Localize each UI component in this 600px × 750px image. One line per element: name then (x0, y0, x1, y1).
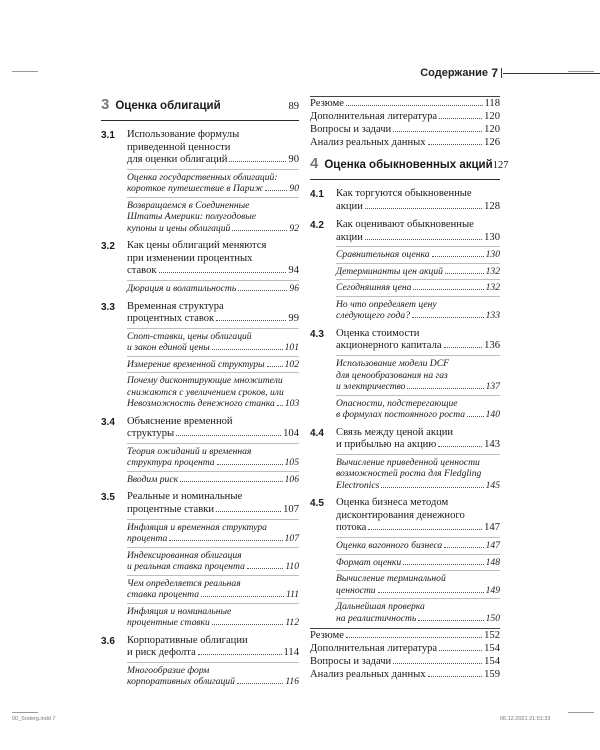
dot-leader (444, 347, 483, 348)
entry-line: структуры (127, 428, 175, 440)
toc-column-right (310, 96, 509, 681)
section-title (127, 635, 299, 660)
running-head (0, 66, 600, 86)
entry-line: купоны и цены облигаций (127, 222, 231, 234)
entry-last-line (336, 557, 500, 569)
entry-line: Детерминанты цен акций (336, 265, 443, 277)
entry-line: и реальная ставка процента (127, 561, 245, 573)
end-matter-page: 159 (484, 669, 500, 681)
subsection-entry (127, 328, 299, 354)
dot-leader (413, 289, 483, 290)
entry-page: 107 (283, 504, 299, 516)
subsection-entry (127, 356, 299, 371)
section-body (127, 635, 299, 688)
dot-leader (368, 529, 482, 530)
entry-page: 111 (286, 589, 299, 601)
entry-last-line (127, 457, 299, 469)
entry-line: ставка процента (127, 589, 199, 601)
entry-line: Реальные и номинальные (127, 491, 243, 503)
entry-line: Оценка стоимости (336, 327, 420, 339)
entry-line: Использование модели DCF (336, 358, 449, 370)
end-matter-item (310, 110, 500, 123)
entry-page: 132 (485, 265, 500, 277)
dot-leader (467, 416, 484, 417)
entry-line: Вычисление приведенной ценности (336, 456, 480, 468)
subsection-entry (336, 537, 500, 552)
entry-last-line (127, 398, 299, 410)
entry-line: приведенной ценности (127, 141, 231, 153)
entry-line: Дальнейшая проверка (336, 601, 425, 613)
entry-page: 133 (485, 310, 500, 322)
chapter-4-end-matter (310, 628, 500, 681)
entry-last-line (336, 540, 500, 552)
entry-line: Возвращаемся в Соединенные (127, 199, 250, 211)
dot-leader (238, 290, 287, 291)
entry-line: для оценки облигаций (127, 154, 228, 166)
dot-leader (365, 239, 482, 240)
entry-line: Штаты Америки: полугодовые (127, 211, 257, 223)
entry-line: акции (336, 231, 363, 243)
entry-page: 99 (288, 313, 299, 325)
entry-last-line (336, 201, 500, 214)
entry-line: при изменении процентных (127, 252, 253, 264)
section-body (127, 491, 299, 628)
subsection-entry (336, 263, 500, 278)
dot-leader (277, 405, 283, 406)
entry-line: Корпоративные облигации (127, 634, 248, 646)
entry-last-line (127, 647, 299, 660)
section-body (127, 416, 299, 486)
entry-page: 106 (284, 473, 299, 485)
section-body (127, 240, 299, 294)
entry-page: 130 (485, 249, 500, 261)
entry-line: Объяснение временной (127, 415, 233, 427)
subsection-entry (336, 598, 500, 624)
section-body (336, 427, 500, 492)
section-title (127, 129, 299, 167)
section-title (127, 491, 299, 516)
dot-leader (378, 592, 484, 593)
entry-line: ставок (127, 265, 157, 277)
section-title (336, 188, 500, 213)
subsection-entry (127, 197, 299, 235)
chapter-3-heading (101, 96, 299, 121)
entry-page: 101 (284, 342, 299, 354)
subsection-entry (336, 395, 500, 421)
section-body (336, 219, 500, 322)
section-number: 3.1 (101, 130, 115, 141)
end-matter-page: 152 (484, 630, 500, 642)
entry-line: Инфляция и номинальные (127, 605, 232, 617)
entry-page: 90 (288, 154, 299, 166)
section-title (336, 427, 500, 452)
entry-last-line (127, 359, 299, 371)
subsection-entry (127, 547, 299, 573)
section-title (336, 328, 500, 353)
entry-line: снижаются с увеличением сроков, или (127, 386, 284, 398)
subsection-entry (336, 296, 500, 322)
entry-last-line (127, 342, 299, 354)
subsection-entry (127, 575, 299, 601)
entry-line: Как торгуются обыкновенные (336, 188, 472, 199)
subsection-entry (336, 246, 500, 261)
entry-last-line (127, 676, 299, 688)
end-matter-item (310, 136, 500, 149)
entry-line: Оценка бизнеса методом (336, 497, 449, 509)
end-matter-label: Резюме (310, 98, 344, 109)
entry-last-line (127, 223, 299, 235)
entry-line: и прибылью на акцию (336, 439, 437, 451)
entry-page: 114 (283, 647, 299, 659)
entry-last-line (336, 310, 500, 322)
entry-line: Инфляция и временная структура (127, 521, 267, 533)
entry-line: Вычисление терминальной (336, 573, 446, 585)
entry-line: в формулах постоянного роста (336, 409, 466, 421)
chapter-3-sections (101, 129, 299, 688)
subsection-entry (127, 280, 299, 295)
dot-leader (412, 317, 484, 318)
entry-line: Чем определяется реальная (127, 577, 241, 589)
chapter-4-heading (310, 155, 509, 180)
entry-last-line (336, 381, 500, 393)
entry-page: 143 (484, 439, 500, 451)
dot-leader (212, 349, 283, 350)
toc-section (101, 635, 299, 688)
dot-leader (176, 435, 281, 436)
entry-last-line (336, 585, 500, 597)
dot-leader (198, 654, 282, 655)
entry-line: процентные ставки (127, 504, 215, 516)
dot-leader (180, 481, 283, 482)
entry-line: Как оценивают обыкновенные (336, 219, 474, 231)
toc-section (101, 240, 299, 294)
toc-section (310, 427, 500, 492)
entry-line: и электричество (336, 381, 406, 393)
entry-last-line (127, 265, 299, 278)
entry-line: Оценка вагонного бизнеса (336, 540, 443, 552)
crop-mark (12, 712, 38, 713)
subsection-entry (127, 471, 299, 486)
entry-last-line (127, 154, 299, 167)
entry-line: Теория ожиданий и временная (127, 445, 252, 457)
toc-section (101, 129, 299, 234)
dot-leader (247, 568, 283, 569)
section-title (127, 301, 299, 326)
entry-line: Использование формулы (127, 129, 240, 140)
entry-last-line (336, 282, 500, 294)
crop-mark (568, 712, 594, 713)
entry-last-line (336, 522, 500, 535)
chapter-page: 89 (288, 101, 299, 112)
chapter-number: 3 (101, 96, 110, 113)
entry-line: акции (336, 200, 363, 212)
end-matter-page: 120 (484, 111, 500, 122)
subsection-entry (336, 355, 500, 393)
toc-section (101, 301, 299, 410)
entry-last-line (336, 439, 500, 452)
section-number: 4.5 (310, 498, 324, 510)
end-matter-item (310, 668, 500, 681)
dot-leader (444, 547, 483, 548)
dot-leader (445, 273, 484, 274)
section-number: 4.4 (310, 427, 324, 439)
entry-line: Electronics (336, 479, 380, 491)
end-matter-page: 126 (484, 137, 500, 148)
entry-last-line (336, 249, 500, 261)
section-body (336, 328, 500, 421)
entry-line: Формат оценки (336, 556, 402, 568)
entry-page: 147 (484, 522, 500, 534)
subsection-entry (336, 554, 500, 569)
running-head-title: Содержание (420, 67, 488, 79)
entry-page: 94 (288, 265, 299, 277)
subsection-entry (127, 662, 299, 688)
section-title (127, 416, 299, 441)
end-matter-label: Дополнительная литература (310, 111, 438, 122)
entry-last-line (127, 283, 299, 295)
entry-page: 104 (283, 428, 299, 440)
entry-page: 116 (285, 676, 299, 688)
dot-leader (217, 464, 283, 465)
section-title (336, 497, 500, 535)
entry-last-line (127, 313, 299, 326)
entry-line: Невозможность денежного станка (127, 398, 275, 410)
entry-line: потока (336, 522, 367, 534)
dot-leader (237, 683, 283, 684)
entry-page: 137 (485, 381, 500, 393)
entry-line: дисконтирования денежного (336, 509, 465, 521)
entry-line: Как цены облигаций меняются (127, 240, 267, 252)
entry-page: 112 (285, 617, 299, 629)
end-matter-item (310, 123, 500, 136)
section-body (127, 301, 299, 410)
dot-leader (346, 105, 483, 106)
dot-leader (216, 511, 281, 512)
entry-page: 145 (485, 479, 500, 491)
end-matter-item (310, 97, 500, 110)
entry-last-line (127, 428, 299, 441)
entry-page: 132 (485, 282, 500, 294)
section-body (127, 129, 299, 234)
entry-page: 96 (289, 283, 299, 295)
entry-page: 150 (485, 612, 500, 624)
section-number: 4.2 (310, 220, 324, 232)
entry-last-line (127, 183, 299, 195)
end-matter-label: Дополнительная литература (310, 643, 438, 655)
entry-page: 149 (485, 584, 500, 596)
dot-leader (428, 144, 483, 145)
chapter-page: 127 (492, 160, 509, 171)
subsection-entry (336, 454, 500, 492)
dot-leader (216, 320, 286, 321)
end-matter-page: 154 (484, 656, 500, 668)
dot-leader (365, 208, 482, 209)
entry-line: Вводим риск (127, 473, 179, 485)
entry-line: и риск дефолта (127, 647, 196, 659)
toc-section (310, 328, 500, 421)
entry-page: 102 (284, 358, 299, 370)
end-matter-item (310, 655, 500, 668)
entry-last-line (127, 504, 299, 517)
entry-line: структура процента (127, 457, 215, 469)
entry-page: 103 (284, 398, 300, 410)
entry-line: Сегодняшняя цена (336, 282, 412, 294)
dot-leader (232, 230, 287, 231)
section-body (336, 188, 500, 213)
end-matter-label: Вопросы и задачи (310, 656, 392, 668)
chapter-number: 4 (310, 155, 319, 172)
entry-line: Но что определяет цену (336, 298, 437, 310)
end-matter-item (310, 642, 500, 655)
end-matter-page: 154 (484, 643, 500, 655)
dot-leader (201, 596, 284, 597)
toc-section (310, 188, 500, 213)
chapter-title: Оценка облигаций (115, 100, 221, 112)
entry-page: 147 (485, 540, 500, 552)
entry-page: 130 (484, 231, 500, 243)
end-matter-page: 118 (484, 98, 500, 109)
entry-line: процентные ставки (127, 617, 210, 629)
section-number: 3.5 (101, 492, 115, 504)
entry-line: возможностей роста для Fledgling (336, 468, 482, 480)
chapter-title: Оценка обыкновенных акций (324, 159, 493, 171)
dot-leader (403, 564, 483, 565)
entry-last-line (127, 589, 299, 601)
dot-leader (393, 663, 482, 664)
section-number: 3.3 (101, 301, 115, 313)
entry-line: Сравнительная оценка (336, 249, 430, 261)
entry-page: 105 (284, 457, 299, 469)
end-matter-item (310, 629, 500, 642)
entry-last-line (127, 474, 299, 486)
subsection-entry (127, 443, 299, 469)
entry-last-line (336, 613, 500, 625)
entry-line: процента (127, 533, 168, 545)
entry-last-line (336, 232, 500, 245)
section-number: 3.2 (101, 241, 115, 253)
footer-file-slug: 00_Soderg.indd 7 (12, 716, 56, 722)
entry-line: процентных ставок (127, 313, 215, 325)
footer-timestamp: 06.12.2021 21:51:33 (500, 716, 551, 722)
entry-last-line (336, 480, 500, 492)
running-head-page-number: 7 (491, 66, 498, 80)
dot-leader (159, 272, 287, 273)
entry-line: Индексированная облигация (127, 549, 242, 561)
toc-section (310, 497, 500, 624)
section-body (336, 497, 500, 624)
entry-line: Связь между ценой акции (336, 426, 454, 438)
entry-last-line (127, 561, 299, 573)
section-number: 4.1 (310, 189, 324, 200)
subsection-entry (127, 519, 299, 545)
dot-leader (393, 131, 482, 132)
section-number: 3.6 (101, 635, 115, 647)
subsection-entry (127, 372, 299, 410)
entry-last-line (127, 617, 299, 629)
entry-page: 90 (289, 183, 299, 195)
entry-line: Опасности, подстерегающие (336, 397, 458, 409)
dot-leader (439, 650, 482, 651)
entry-page: 128 (484, 200, 500, 212)
end-matter-label: Анализ реальных данных (310, 137, 426, 148)
entry-line: Временная структура (127, 300, 224, 312)
dot-leader (407, 388, 483, 389)
entry-line: Спот-ставки, цены облигаций (127, 330, 252, 342)
dot-leader (212, 624, 283, 625)
chapter-4-sections (310, 188, 500, 624)
entry-line: ценности (336, 584, 376, 596)
section-number: 4.3 (310, 328, 324, 340)
entry-page: 110 (285, 561, 299, 573)
entry-page: 148 (485, 556, 500, 568)
entry-page: 136 (484, 340, 500, 352)
entry-last-line (336, 409, 500, 421)
dot-leader (439, 118, 482, 119)
toc-column-left (101, 96, 299, 688)
dot-leader (229, 161, 286, 162)
subsection-entry (336, 570, 500, 596)
entry-line: короткое путешествие в Париж (127, 183, 264, 195)
dot-leader (265, 190, 287, 191)
running-head-rule (503, 73, 600, 74)
dot-leader (432, 256, 484, 257)
entry-line: на реалистичность (336, 612, 417, 624)
entry-line: следующего года? (336, 310, 410, 322)
toc-section (310, 219, 500, 322)
entry-line: и закон единой цены (127, 342, 210, 354)
chapter-3-end-matter (310, 96, 500, 149)
entry-page: 140 (485, 409, 500, 421)
subsection-entry (127, 603, 299, 629)
entry-line: Дюрация и волатильность (127, 283, 237, 295)
entry-page: 107 (284, 533, 299, 545)
entry-last-line (127, 533, 299, 545)
dot-leader (346, 637, 482, 638)
entry-line: Измерение временной структуры (127, 358, 265, 370)
section-number: 3.4 (101, 416, 115, 428)
entry-line: Оценка государственных облигаций: (127, 171, 278, 183)
entry-page: 92 (289, 222, 299, 234)
section-title (127, 240, 299, 278)
subsection-entry (127, 169, 299, 195)
entry-line: Многообразие форм (127, 664, 210, 676)
entry-line: Почему дисконтирующие множители (127, 375, 283, 387)
entry-line: корпоративных облигаций (127, 676, 235, 688)
entry-last-line (336, 266, 500, 278)
dot-leader (267, 366, 283, 367)
dot-leader (169, 540, 282, 541)
toc-section (101, 416, 299, 486)
subsection-entry (336, 279, 500, 294)
section-title (336, 219, 500, 244)
running-head-tick (501, 68, 502, 78)
dot-leader (418, 620, 483, 621)
toc-section (101, 491, 299, 628)
dot-leader (438, 446, 482, 447)
end-matter-label: Резюме (310, 630, 344, 642)
end-matter-label: Анализ реальных данных (310, 669, 426, 681)
entry-line: акционерного капитала (336, 340, 442, 352)
end-matter-label: Вопросы и задачи (310, 124, 392, 135)
entry-last-line (336, 340, 500, 353)
entry-line: для ценообразования на газ (336, 369, 448, 381)
dot-leader (428, 676, 483, 677)
dot-leader (381, 487, 483, 488)
end-matter-page: 120 (484, 124, 500, 135)
